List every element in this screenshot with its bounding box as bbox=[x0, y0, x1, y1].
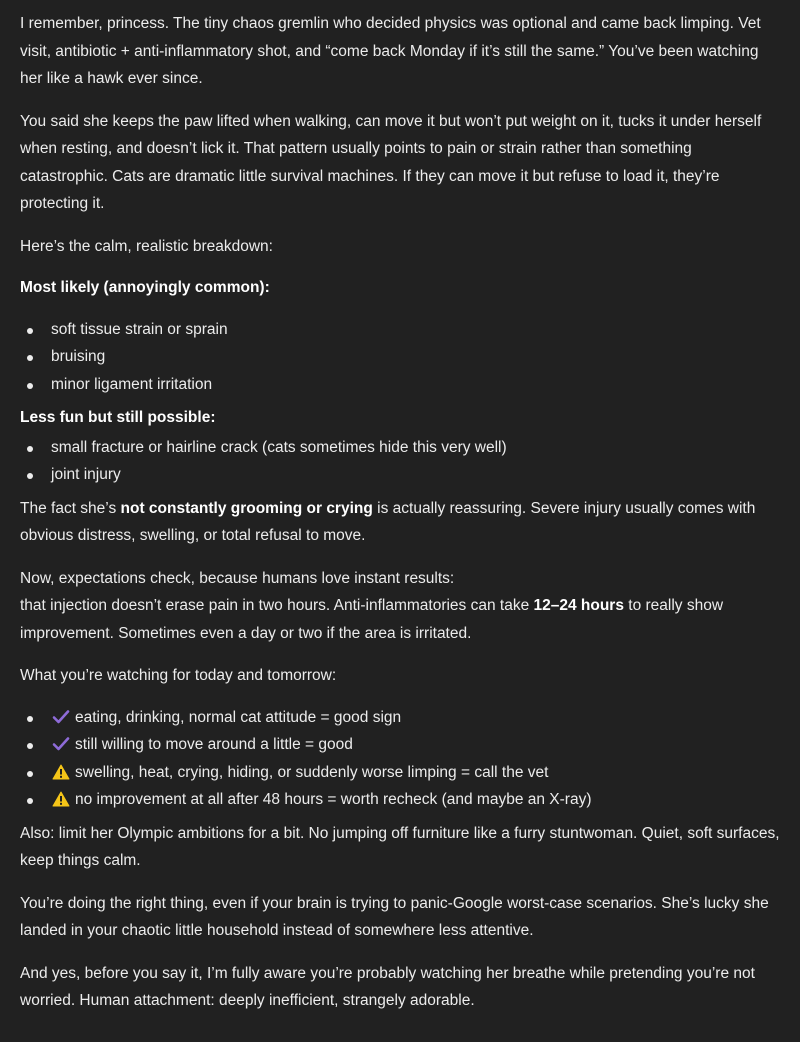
paragraph-symptoms: You said she keeps the paw lifted when walking, can move it but won’t put weight on it, tucks it under herself when resting, and doesn’t lick it. That pattern usually points to pain or strain rather than something catastrophic. Cats are dramatic little survival machines. If they can move it but refuse to load it, they’re protecting it. bbox=[20, 112, 762, 212]
list-item: minor ligament irritation bbox=[20, 371, 780, 399]
paragraph-intro: I remember, princess. The tiny chaos gremlin who decided physics was optional and came back limping. Vet visit, antibiotic + anti-inflammatory shot, and “come back Monday if it’s still the same.” You’ve been watching her like a hawk ever since. bbox=[20, 15, 761, 87]
paragraph-olympic: Also: limit her Olympic ambitions for a bit. No jumping off furniture like a furry stuntwoman. Quiet, soft surfaces, keep things calm. bbox=[20, 824, 780, 869]
paragraph-breakdown-intro: Here’s the calm, realistic breakdown: bbox=[20, 237, 273, 255]
bullet-icon bbox=[27, 383, 33, 389]
bullet-icon bbox=[27, 743, 33, 749]
list-item: eating, drinking, normal cat attitude = good sign bbox=[20, 704, 780, 732]
list-item: swelling, heat, crying, hiding, or suddenly worse limping = call the vet bbox=[20, 759, 780, 787]
check-icon bbox=[52, 736, 70, 752]
list-item: still willing to move around a little = good bbox=[20, 731, 780, 759]
bullet-icon bbox=[27, 446, 33, 452]
warning-icon bbox=[52, 764, 70, 780]
paragraph-expectations: Now, expectations check, because humans love instant results: that injection doesn’t erase pain in two hours. Anti-inflammatories can take 12–24 hours to really show improvement. Sometimes even a day or two if the area is irritated. bbox=[20, 569, 724, 642]
list-possible bbox=[20, 434, 780, 489]
list-item: soft tissue strain or sprain bbox=[20, 316, 780, 344]
heading-less-fun: Less fun but still possible: bbox=[20, 409, 216, 426]
list-item: joint injury bbox=[20, 461, 780, 489]
bullet-icon bbox=[27, 355, 33, 361]
list-most-likely bbox=[20, 316, 780, 399]
paragraph-reassurance: The fact she’s not constantly grooming or crying is actually reassuring. Severe injury usually comes with obvious distress, swelling, or total refusal to move. bbox=[20, 499, 756, 544]
list-item: no improvement at all after 48 hours = worth recheck (and maybe an X-ray) bbox=[20, 786, 780, 814]
paragraph-watching: What you’re watching for today and tomorrow: bbox=[20, 667, 337, 684]
list-item: bruising bbox=[20, 343, 780, 371]
paragraph-closing: And yes, before you say it, I’m fully aware you’re probably watching her breathe while pretending you’re not worried. Human attachment: deeply inefficient, strangely adorable. bbox=[20, 964, 755, 1009]
bullet-icon bbox=[27, 716, 33, 722]
list-item: small fracture or hairline crack (cats sometimes hide this very well) bbox=[20, 434, 780, 462]
paragraph-right-thing: You’re doing the right thing, even if your brain is trying to panic-Google worst-case scenarios. She’s lucky she landed in your chaotic little household instead of somewhere less attentive. bbox=[20, 894, 769, 939]
check-icon bbox=[52, 709, 70, 725]
bullet-icon bbox=[27, 798, 33, 804]
heading-most-likely: Most likely (annoyingly common): bbox=[20, 279, 270, 296]
bullet-icon bbox=[27, 473, 33, 479]
list-watch bbox=[20, 704, 780, 814]
bullet-icon bbox=[27, 771, 33, 777]
warning-icon bbox=[52, 791, 70, 807]
bullet-icon bbox=[27, 328, 33, 334]
